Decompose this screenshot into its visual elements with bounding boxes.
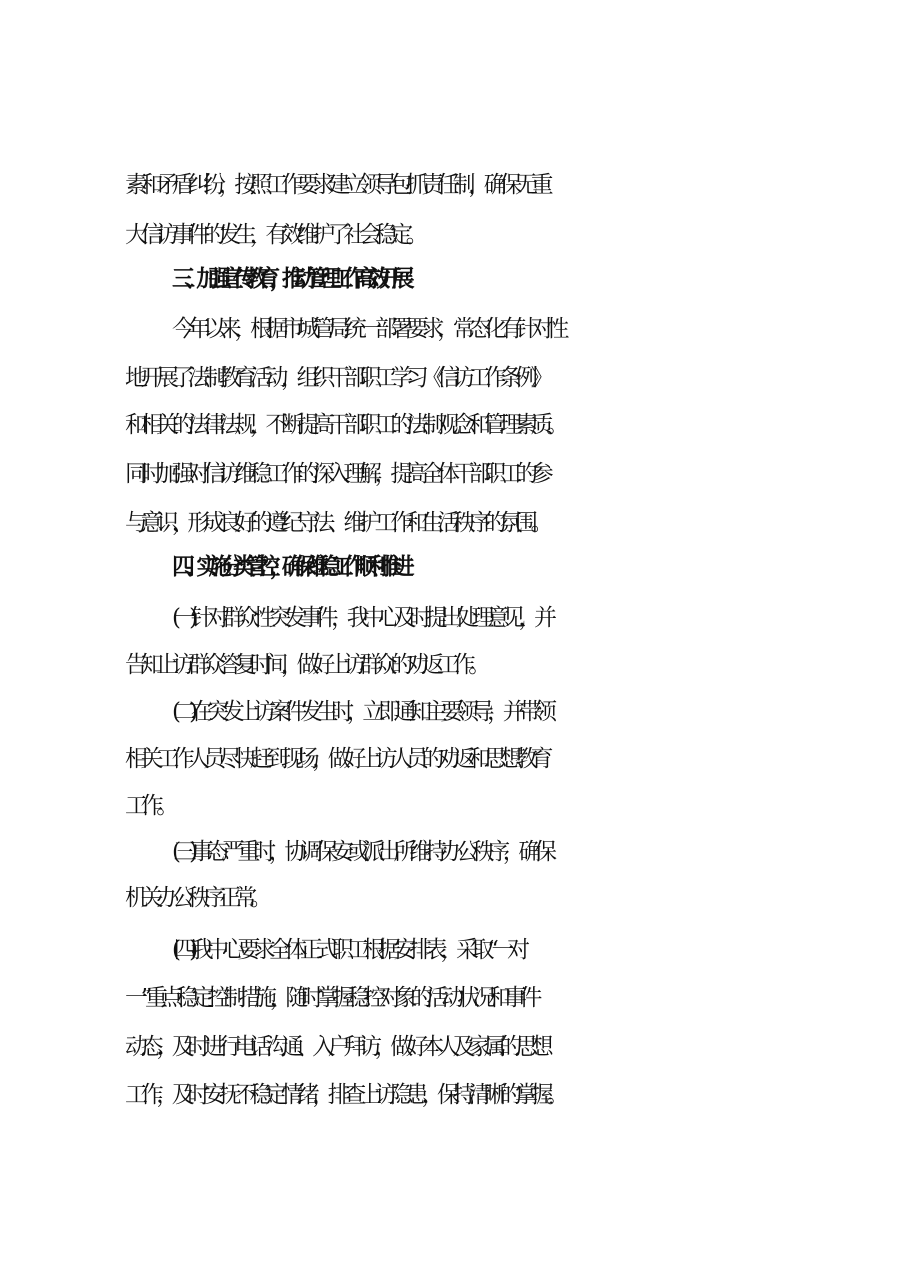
paragraph-line: 素和矛盾纠纷，按照工作要求建立领导包抓责任制，确保无重 bbox=[125, 172, 547, 198]
paragraph-line: 工作，及时安抚不稳定情绪，排查上访隐患，保持清晰的掌握。 bbox=[125, 1082, 562, 1108]
paragraph-line: 与意识，形成良好的遵纪守法、维护工作和生活秩序的氛围。 bbox=[125, 510, 547, 536]
paragraph-line: 动态，及时进行电话沟通、入户拜访，做好本人及家属的思想 bbox=[125, 1034, 547, 1060]
paragraph-line: 同时加强对信访维稳工作的深入理解，提高全体干部职工的参 bbox=[125, 461, 547, 487]
paragraph-line: (一)针对群众性突发事件，我中心及时提出处理意见，并 bbox=[172, 605, 550, 631]
paragraph-line: 大信访事件的发生，有效维护了社会稳定。 bbox=[125, 222, 422, 248]
paragraph-line: (二)在突发上访案件发生时，立即通知主要领导，并带领 bbox=[172, 699, 550, 725]
paragraph-line: 今年以来，根据市城管局统一部署要求，常态化有针对性 bbox=[172, 316, 563, 342]
section-heading-4: 四、实施分类管控，确保维稳工作顺利推进 bbox=[172, 554, 404, 580]
paragraph-line: 和相关的法律法规，不断提高干部职工的法制观念和管理素质。 bbox=[125, 412, 562, 438]
paragraph-line: (四)我中心要求全体正式职工根据安排表，采取“一对 bbox=[172, 937, 523, 963]
paragraph-line: (三)事态严重时，协调保安或派出所维持办公秩序，确保 bbox=[172, 839, 550, 865]
section-heading-3: 三、加强宣传教育，推动管理工作高效开展 bbox=[172, 266, 404, 292]
paragraph-line: 工作。 bbox=[125, 793, 172, 819]
paragraph-line: 机关办公秩序正常。 bbox=[125, 885, 266, 911]
paragraph-line: 一”重点稳定控制措施，随时掌握稳控对象的活动状况和事件 bbox=[125, 985, 535, 1011]
paragraph-line: 告知上访群众答复时间，做好上访群众的劝返工作。 bbox=[125, 652, 484, 678]
paragraph-line: 地开展了法制教育活动，组织干部职工学习《信访工作条例》 bbox=[125, 365, 547, 391]
paragraph-line: 相关工作人员尽快赶到现场，做好上访人员的劝返和思想教育 bbox=[125, 746, 547, 772]
